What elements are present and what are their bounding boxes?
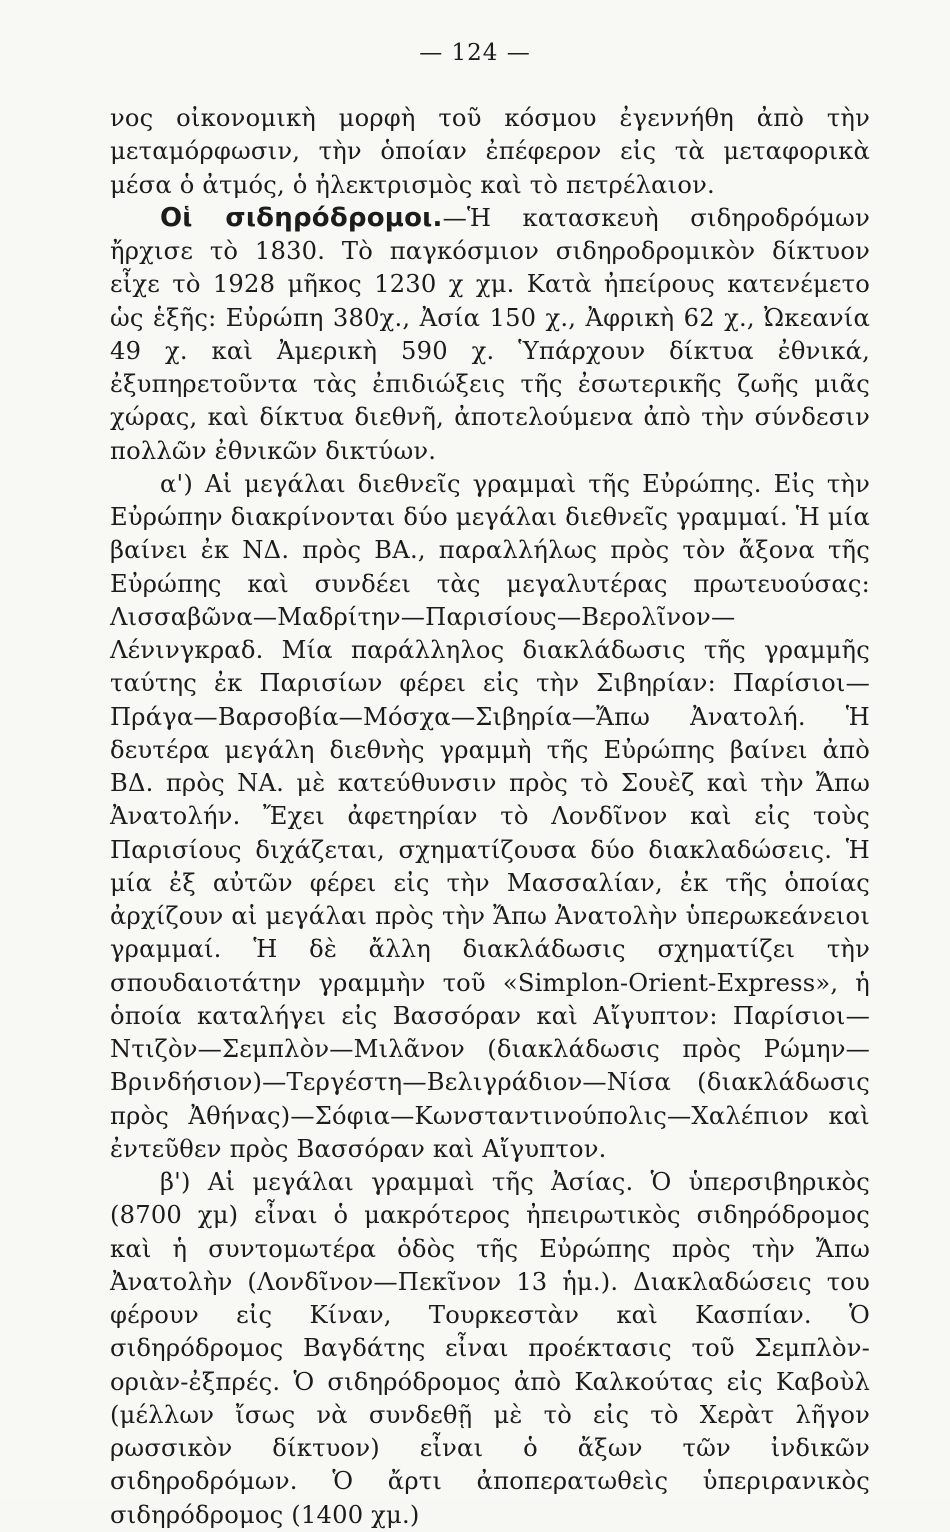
paragraph-continuation — [110, 102, 870, 202]
paragraph-text: α') Αἱ μεγάλαι διεθνεῖς γραμμαὶ τῆς Εὐρώπης. Εἰς τὴν Εὐρώπην διακρίνονται δύο μεγάλαι διεθνεῖς γραμμαί. Ἡ μία βαίνει ἐκ ΝΔ. πρὸς ΒΑ., παραλλήλως πρὸς τὸν ἄξονα τῆς Εὐρώπης καὶ συνδέει τὰς μεγαλυτέρας πρωτευούσας: Λισσαβῶνα—Μαδρίτην—Παρισίους—Βερολῖνον—Λένινγκραδ. Μία παράλληλος διακλάδωσις τῆς γραμμῆς ταύτης ἐκ Παρισίων φέρει εἰς τὴν Σιβηρίαν: Παρίσιοι—Πράγα—Βαρσοβία—Μόσχα—Σιβηρία—Ἄπω Ἀνατολή. Ἡ δευτέρα μεγάλη διεθνὴς γραμμὴ τῆς Εὐρώπης βαίνει ἀπὸ ΒΔ. πρὸς ΝΑ. μὲ κατεύθυνσιν πρὸς τὸ Σουὲζ καὶ τὴν Ἄπω Ἀνατολήν. Ἔχει ἀφετηρίαν τὸ Λονδῖνον καὶ εἰς τοὺς Παρισίους διχάζεται, σχηματίζουσα δύο διακλαδώσεις. Ἡ μία ἐξ αὐτῶν φέρει εἰς τὴν Μασσαλίαν, ἐκ τῆς ὁποίας ἀρχίζουν αἱ μεγάλαι πρὸς τὴν Ἄπω Ἀνατολὴν ὑπερωκεάνειοι γραμμαί. Ἡ δὲ ἄλλη διακλάδωσις σχηματίζει τὴν σπουδαιοτάτην γραμμὴν τοῦ «Simplon-Orient-Express», ἡ ὁποία καταλήγει εἰς Βασσόραν καὶ Αἴγυπτον: Παρίσιοι—Ντιζὸν—Σεμπλὸν—Μιλᾶνον (διακλάδωσις πρὸς Ρώμην—Βρινδήσιον)—Τεργέστη—Βελιγράδιον—Νίσα (διακλάδωσις πρὸς Ἀθήνας)—Σόφια—Κωνσταντινούπολις—Χαλέπιον καὶ ἐντεῦθεν πρὸς Βασσόραν καὶ Αἴγυπτον. — [110, 469, 870, 1163]
page-number: — 124 — — [419, 40, 531, 66]
paragraph-asia-lines — [110, 1166, 870, 1532]
paragraph-text: —Ἡ κατασκευὴ σιδηροδρόμων ἤρχισε τὸ 1830. Τὸ παγκόσμιον σιδηροδρομικὸν δίκτυον εἶχε τὸ 1928 μῆκος 1230 χ χμ. Κατὰ ἠπείρους κατενέμετο ὡς ἑξῆς: Εὐρώπη 380χ., Ἀσία 150 χ., Ἀφρικὴ 62 χ., Ὠκεανία 49 χ. καὶ Ἀμερικὴ 590 χ. Ὑπάρχουν δίκτυα ἐθνικά, ἐξυπηρετοῦντα τὰς ἐπιδιώξεις τῆς ἐσωτερικῆς ζωῆς μιᾶς χώρας, καὶ δίκτυα διεθνῆ, ἀποτελούμενα ἀπὸ τὴν σύνδεσιν πολλῶν ἐθνικῶν δικτύων. — [110, 203, 870, 465]
page-text — [110, 102, 870, 1532]
paragraph-text: β') Αἱ μεγάλαι γραμμαὶ τῆς Ἀσίας. Ὁ ὑπερσιβηρικὸς (8700 χμ) εἶναι ὁ μακρότερος ἠπειρωτικὸς σιδηρόδρομος καὶ ἡ συντομωτέρα ὁδὸς τῆς Εὐρώπης πρὸς τὴν Ἄπω Ἀνατολὴν (Λονδῖνον—Πεκῖνον 13 ἡμ.). Διακλαδώσεις του φέρουν εἰς Κίναν, Τουρκεστὰν καὶ Κασπίαν. Ὁ σιδηρόδρομος Βαγδάτης εἶναι προέκτασις τοῦ Σεμπλὸν-οριὰν-ἐξπρές. Ὁ σιδηρόδρομος ἀπὸ Καλκούτας εἰς Καβοὺλ (μέλλων ἴσως νὰ συνδεθῇ μὲ τὸ εἰς τὸ Χερὰτ λῆγον ρωσσικὸν δίκτυον) εἶναι ὁ ἄξων τῶν ἰνδικῶν σιδηροδρόμων. Ὁ ἄρτι ἀποπερατωθεὶς ὑπεριρανικὸς σιδηρόδρομος (1400 χμ.) — [110, 1168, 870, 1529]
paragraph-text: νος οἰκονομικὴ μορφὴ τοῦ κόσμου ἐγεννήθη ἀπὸ τὴν μεταμόρφωσιν, τὴν ὁποίαν ἐπέφερον εἰς τὰ μεταφορικὰ μέσα ὁ ἀτμός, ὁ ἠλεκτρισμὸς καὶ τὸ πετρέλαιον. — [110, 104, 870, 199]
paragraph-railways — [110, 202, 870, 468]
section-heading: Οἱ σιδηρόδρομοι. — [160, 202, 443, 233]
paragraph-europe-lines — [110, 468, 870, 1166]
